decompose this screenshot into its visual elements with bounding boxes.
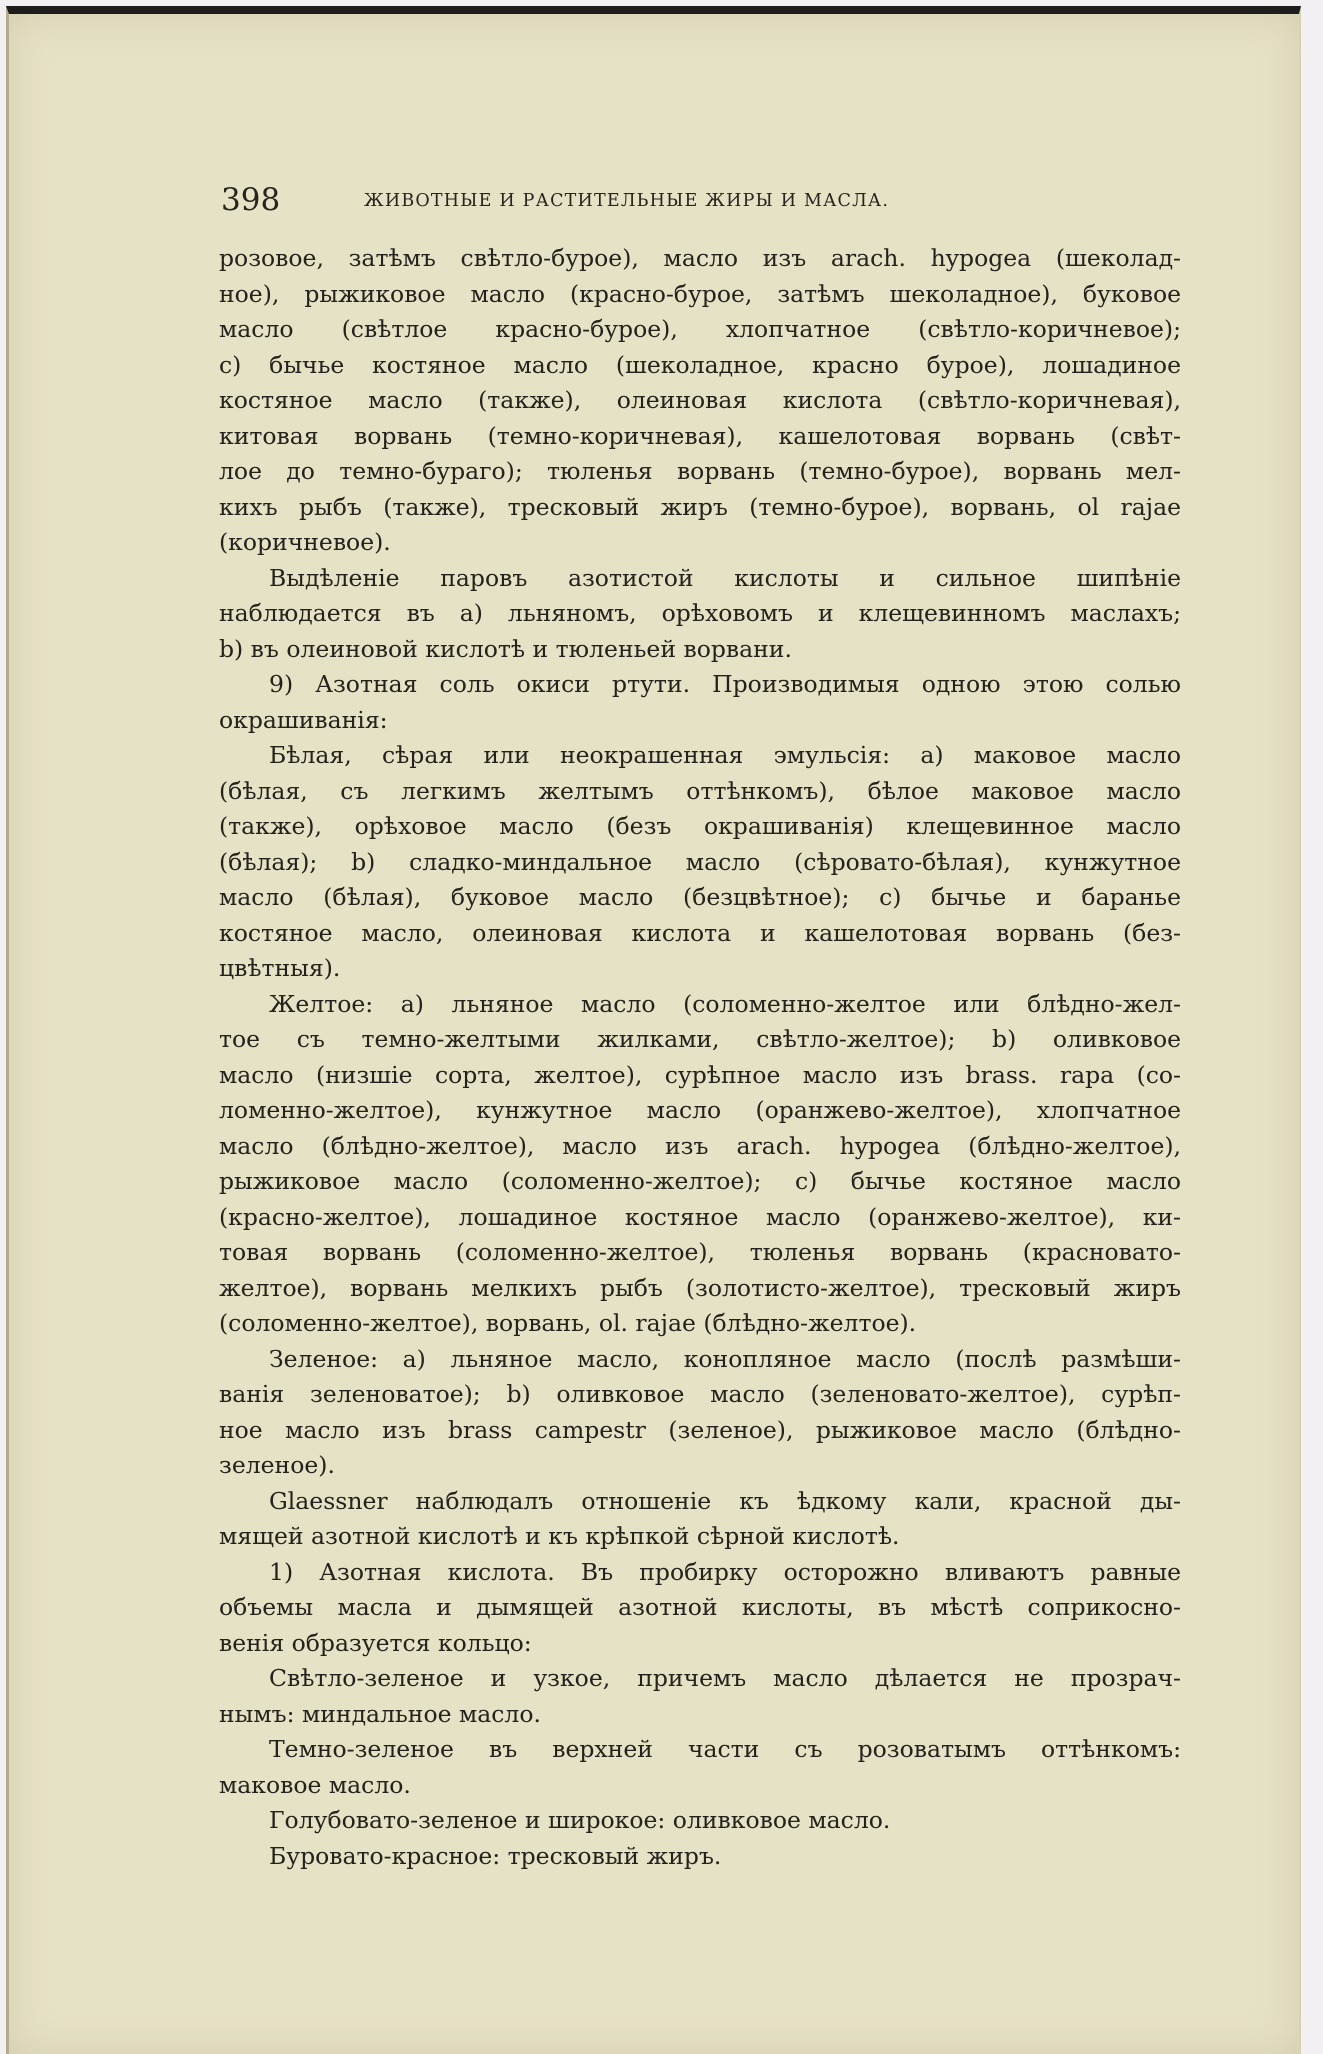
text-line: объемы масла и дымящей азотной кислоты, въ мѣстѣ соприкосно- <box>219 1593 1181 1621</box>
text-line: костяное масло, олеиновая кислота и кашелотовая ворвань (без- <box>219 918 1181 947</box>
text-line: Выдѣленіе паровъ азотистой кислоты и сильное шипѣніе <box>269 563 1181 592</box>
page-number: 398 <box>221 182 281 218</box>
text-line: китовая ворвань (темно-коричневая), кашелотовая ворвань (свѣт- <box>219 421 1181 450</box>
text-line: ломенно-желтое), кунжутное масло (оранжево-желтое), хлопчатное <box>219 1096 1181 1124</box>
text-line: масло (бѣлая), буковое масло (безцвѣтное); c) бычье и баранье <box>219 883 1181 911</box>
text-line: розовое, затѣмъ свѣтло-бурое), масло изъ arach. hypogea (шеколад- <box>219 244 1181 272</box>
text-line: ванія зеленоватое); b) оливковое масло (зеленовато-желтое), сурѣп- <box>219 1380 1181 1408</box>
text-line: 1) Азотная кислота. Въ пробирку осторожно вливаютъ равные <box>269 1557 1181 1586</box>
text-line: мящей азотной кислотѣ и къ крѣпкой сѣрной кислотѣ. <box>219 1522 900 1550</box>
running-head: ЖИВОТНЫЕ И РАСТИТЕЛЬНЫЕ ЖИРЫ И МАСЛА. <box>364 191 890 211</box>
text-line: нымъ: миндальное масло. <box>219 1699 541 1728</box>
text-line: зеленое). <box>219 1451 335 1479</box>
page-header <box>221 182 1121 222</box>
text-line: ное), рыжиковое масло (красно-бурое, затѣмъ шеколадное), буковое <box>219 279 1181 308</box>
text-line: маковое масло. <box>219 1770 411 1799</box>
text-line: окрашиванія: <box>219 705 388 734</box>
text-line: масло (блѣдно-желтое), масло изъ arach. hypogea (блѣдно-желтое), <box>219 1131 1181 1160</box>
book-page <box>6 6 1301 2054</box>
text-line: (также), орѣховое масло (безъ окрашиванія) клещевинное масло <box>219 812 1181 840</box>
text-line: цвѣтныя). <box>219 954 341 982</box>
text-line: венія образуется кольцо: <box>219 1628 532 1657</box>
text-line: кихъ рыбъ (также), тресковый жиръ (темно-бурое), ворвань, ol rajae <box>219 492 1181 521</box>
text-line: тое съ темно-желтыми жилками, свѣтло-желтое); b) оливковое <box>219 1025 1181 1053</box>
text-line: костяное масло (также), олеиновая кислота (свѣтло-коричневая), <box>219 386 1181 414</box>
text-line: (соломенно-желтое), ворвань, ol. rajae (блѣдно-желтое). <box>219 1309 917 1337</box>
text-line: b) въ олеиновой кислотѣ и тюленьей ворвани. <box>219 634 792 663</box>
text-line: лое до темно-бураго); тюленья ворвань (темно-бурое), ворвань мел- <box>219 457 1181 485</box>
text-line: Зеленое: a) льняное масло, конопляное масло (послѣ размѣши- <box>269 1344 1181 1373</box>
text-line: Голубовато-зеленое и широкое: оливковое масло. <box>269 1806 891 1834</box>
text-line: Буровато-красное: тресковый жиръ. <box>269 1841 722 1870</box>
text-line: Темно-зеленое въ верхней части съ розоватымъ оттѣнкомъ: <box>269 1735 1181 1763</box>
text-line: (бѣлая); b) сладко-миндальное масло (сѣровато-бѣлая), кунжутное <box>219 847 1181 876</box>
text-line: (бѣлая, съ легкимъ желтымъ оттѣнкомъ), бѣлое маковое масло <box>219 776 1181 805</box>
text-line: масло (низшіе сорта, желтое), сурѣпное масло изъ brass. rapa (со- <box>219 1060 1181 1089</box>
text-line: (красно-желтое), лошадиное костяное масло (оранжево-желтое), ки- <box>219 1202 1181 1231</box>
text-line: 9) Азотная соль окиси ртути. Производимыя одною этою солью <box>269 670 1181 698</box>
text-line: масло (свѣтлое красно-бурое), хлопчатное (свѣтло-коричневое); <box>219 315 1181 343</box>
text-line: наблюдается въ a) льняномъ, орѣховомъ и клещевинномъ маслахъ; <box>219 599 1181 627</box>
text-line: Свѣтло-зеленое и узкое, причемъ масло дѣлается не прозрач- <box>269 1664 1181 1692</box>
text-line: Бѣлая, сѣрая или неокрашенная эмульсія: a) маковое масло <box>269 741 1181 769</box>
text-line: (коричневое). <box>219 528 391 556</box>
text-line: c) бычье костяное масло (шеколадное, красно бурое), лошадиное <box>219 350 1181 379</box>
text-line: товая ворвань (соломенно-желтое), тюленья ворвань (красновато- <box>219 1238 1181 1266</box>
text-line: Желтое: a) льняное масло (соломенно-желтое или блѣдно-жел- <box>269 989 1181 1018</box>
text-line: рыжиковое масло (соломенно-желтое); c) бычье костяное масло <box>219 1167 1181 1195</box>
text-line: желтое), ворвань мелкихъ рыбъ (золотисто-желтое), тресковый жиръ <box>219 1273 1181 1302</box>
text-line: Glaessner наблюдалъ отношеніе къ ѣдкому кали, красной ды- <box>269 1486 1181 1515</box>
body-text <box>219 241 1181 1874</box>
text-line: ное масло изъ brass campestr (зеленое), рыжиковое масло (блѣдно- <box>219 1415 1181 1444</box>
